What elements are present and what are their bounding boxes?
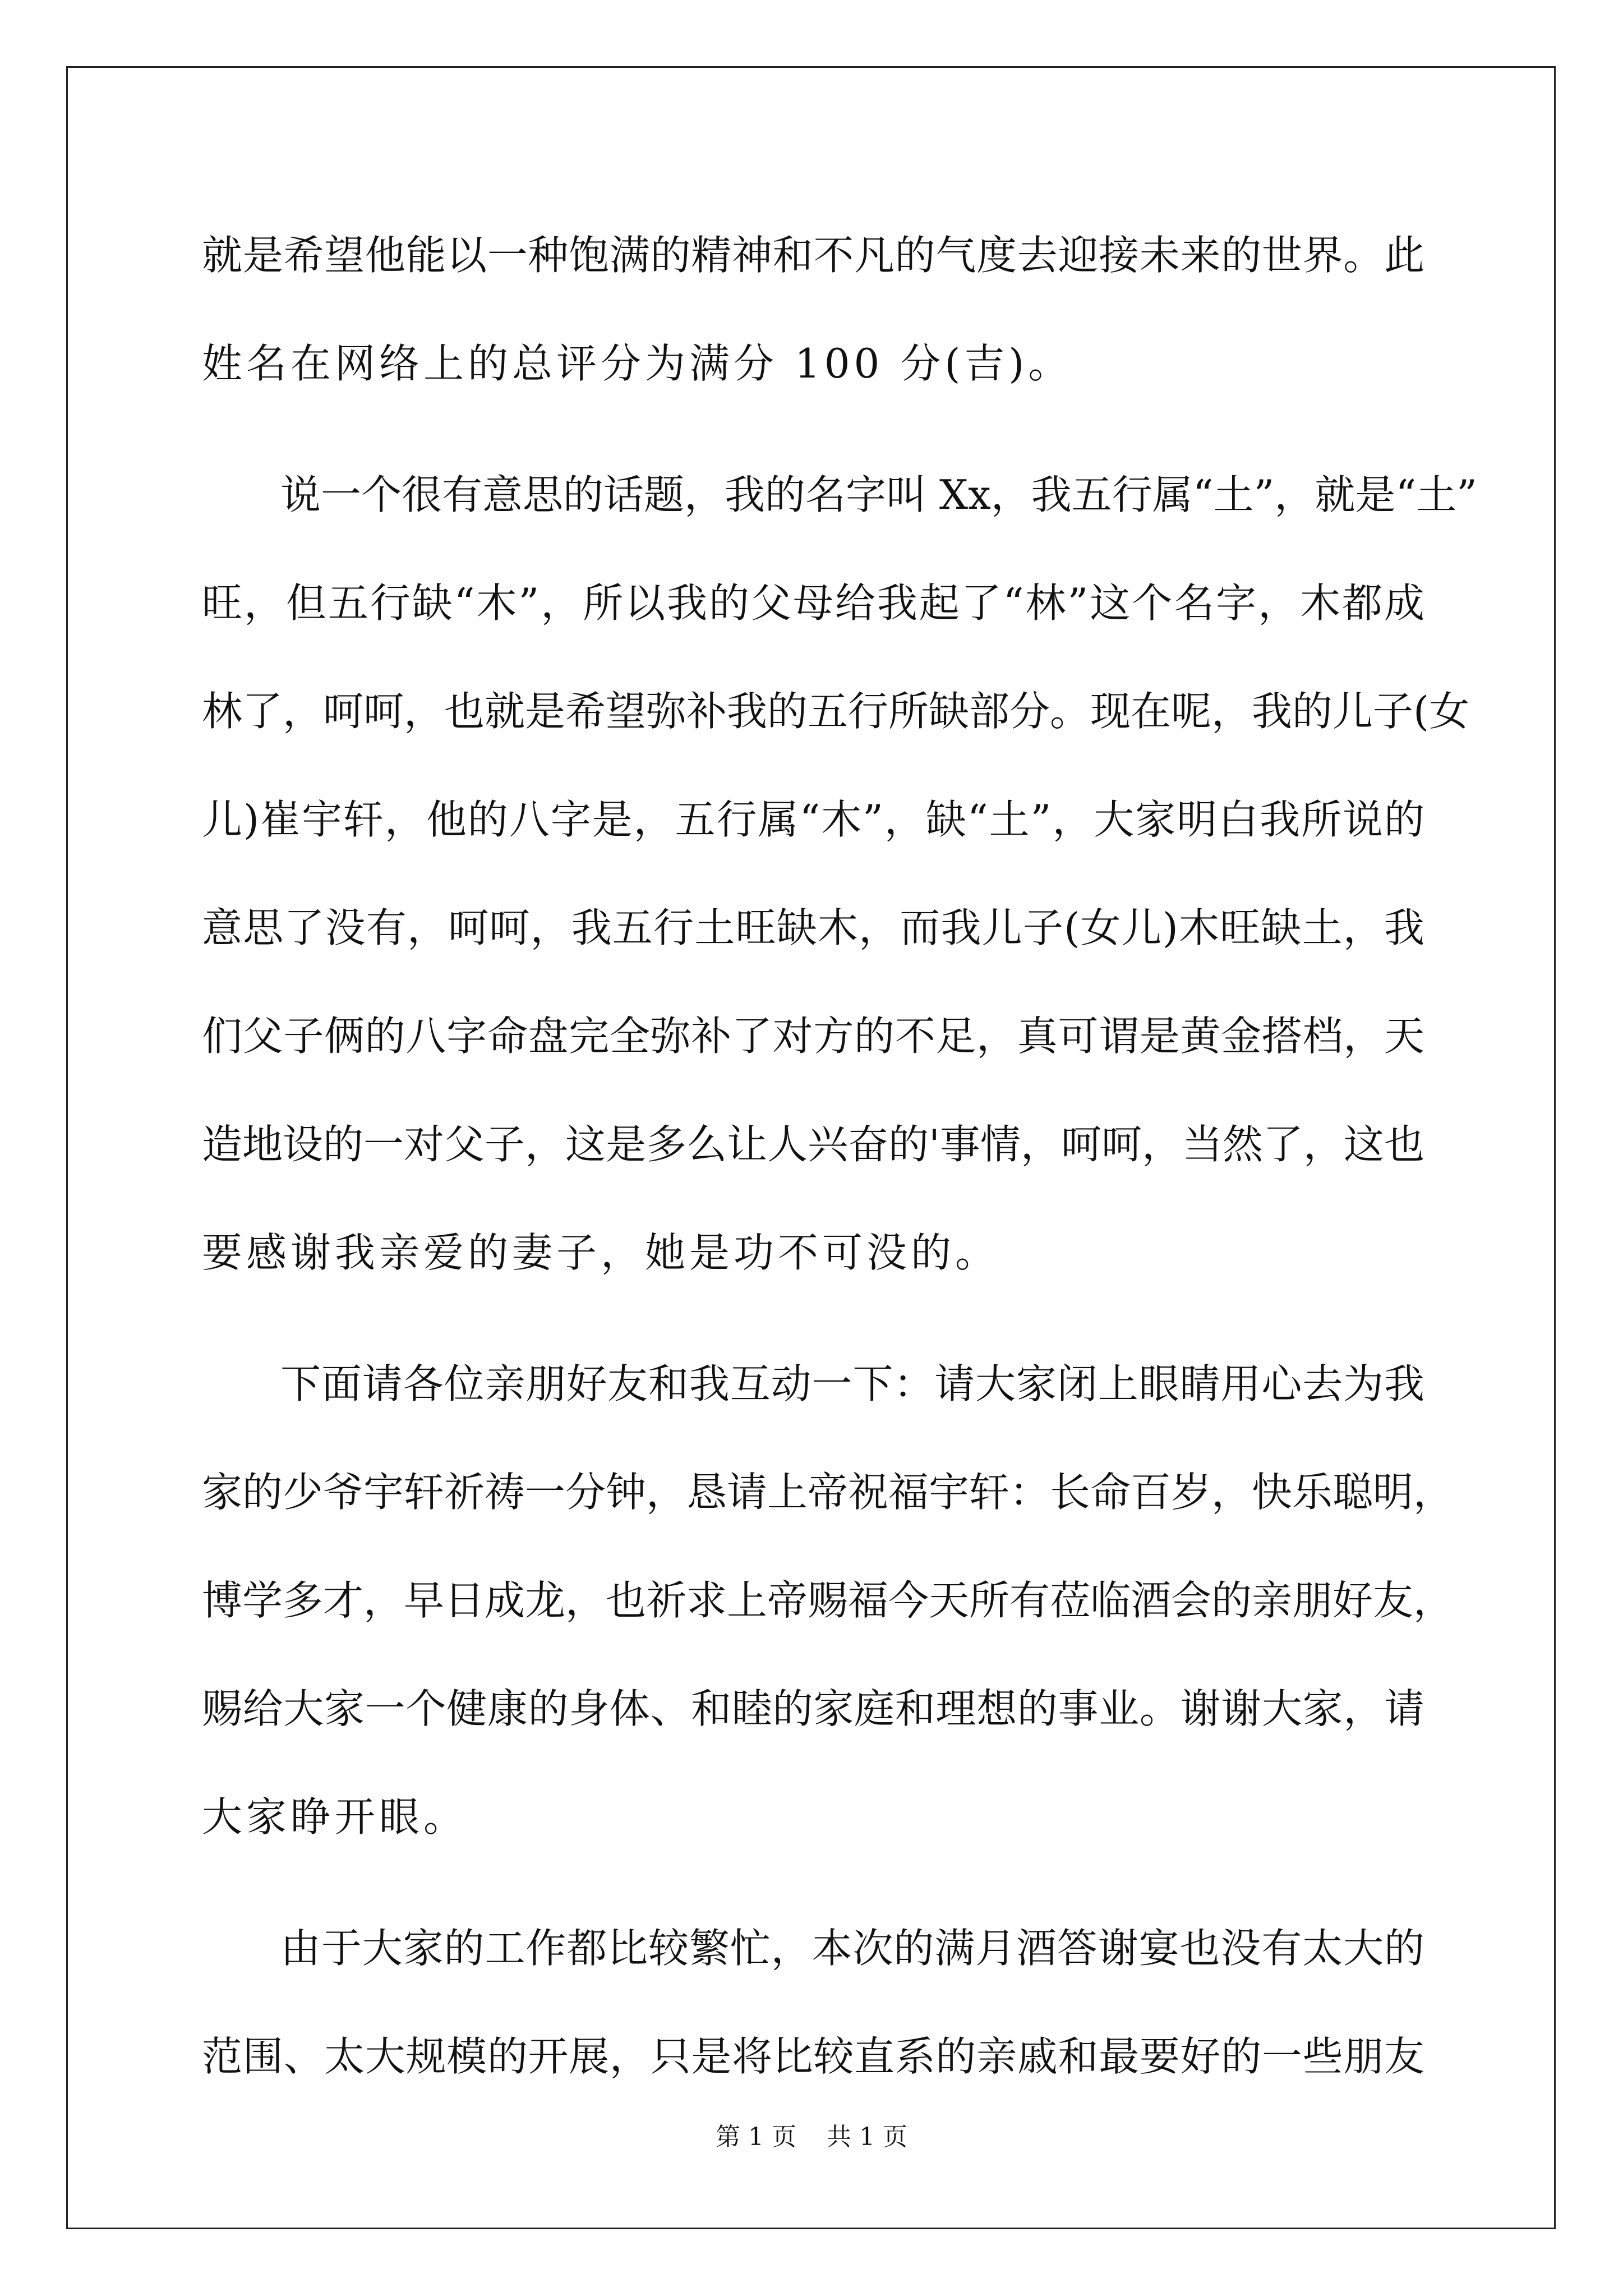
text-line: 们父子俩的八字命盘完全弥补了对方的不足，真可谓是黄金搭档，天 xyxy=(202,1013,1424,1060)
text-line: 姓名在网络上的总评分为满分 100 分(吉)。 xyxy=(202,340,1073,387)
text-line: 家的少爷宇轩祈祷一分钟，恳请上帝祝福宇轩：长命百岁，快乐聪明， xyxy=(202,1469,1454,1516)
text-line: 要感谢我亲爱的妻子，她是功不可没的。 xyxy=(202,1229,1000,1276)
text-line: 意思了没有，呵呵，我五行土旺缺木，而我儿子(女儿)木旺缺土，我 xyxy=(202,904,1424,951)
text-line: 博学多才，早日成龙，也祈求上帝赐福今天所有莅临酒会的亲朋好友， xyxy=(202,1577,1454,1624)
page-footer xyxy=(0,2120,1623,2154)
text-line: 就是希望他能以一种饱满的精神和不凡的气度去迎接未来的世界。此 xyxy=(202,232,1424,279)
text-line: 范围、太大规模的开展，只是将比较直系的亲戚和最要好的一些朋友 xyxy=(202,2033,1424,2080)
text-line: 儿)崔宇轩，他的八字是，五行属“木”，缺“土”，大家明白我所说的 xyxy=(202,796,1424,843)
text-line: 大家睁开眼。 xyxy=(202,1793,468,1841)
text-line: 林了，呵呵，也就是希望弥补我的五行所缺部分。现在呢，我的儿子(女 xyxy=(202,688,1470,735)
page-total: 共 1 页 xyxy=(827,2123,907,2151)
text-line: 说一个很有意思的话题，我的名字叫 Xx，我五行属“土”，就是“土” xyxy=(280,471,1477,518)
text-line: 赐给大家一个健康的身体、和睦的家庭和理想的事业。谢谢大家，请 xyxy=(202,1685,1424,1732)
text-line: 由于大家的工作都比较繁忙，本次的满月酒答谢宴也没有太大的 xyxy=(280,1925,1424,1972)
page-number: 第 1 页 xyxy=(716,2123,796,2151)
text-line: 下面请各位亲朋好友和我互动一下：请大家闭上眼睛用心去为我 xyxy=(280,1360,1424,1407)
text-line: 造地设的一对父子，这是多么让人兴奋的'事情，呵呵，当然了，这也 xyxy=(202,1121,1424,1168)
text-line: 旺，但五行缺“木”，所以我的父母给我起了“林”这个名字，木都成 xyxy=(202,579,1424,627)
